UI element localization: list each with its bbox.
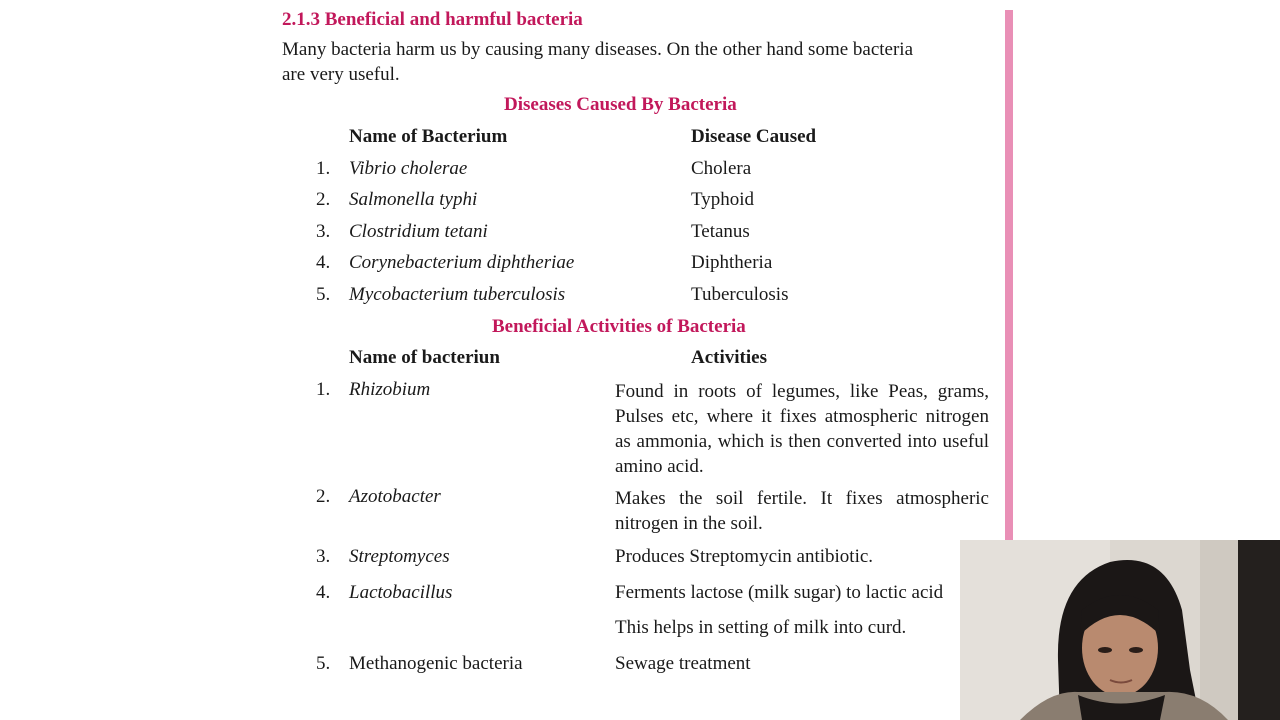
row-number: 5.	[316, 653, 331, 674]
diseases-col-name: Name of Bacterium	[349, 126, 508, 147]
row-number: 1.	[316, 379, 331, 400]
page-margin-rule	[1005, 10, 1013, 540]
beneficial-col-name: Name of bacteriun	[349, 347, 500, 368]
bacterium-name: Azotobacter	[349, 486, 441, 507]
row-number: 3.	[316, 546, 331, 567]
bacterium-name: Salmonella typhi	[349, 189, 478, 210]
section-title: 2.1.3 Beneficial and harmful bacteria	[282, 9, 583, 30]
activity-clip	[615, 582, 960, 607]
webcam-overlay	[960, 540, 1280, 720]
activity-text: Sewage treatment	[615, 653, 751, 674]
bacterium-name: Clostridium tetani	[349, 221, 488, 242]
disease-name: Tuberculosis	[691, 284, 789, 305]
activity-text: Ferments lactose (milk sugar) to lactic acid	[615, 582, 944, 603]
row-number: 2.	[316, 189, 331, 210]
bacterium-name: Methanogenic bacteria	[349, 653, 523, 674]
row-number: 3.	[316, 221, 331, 242]
disease-name: Diphtheria	[691, 252, 773, 273]
activity-text: Produces Streptomycin antibiotic.	[615, 546, 874, 567]
activity-text: Found in roots of legumes, like Peas, grams, Pulses etc, where it fixes atmospheric nitrogen as ammonia, which is then converted into useful amino acid.	[615, 381, 989, 477]
intro-line-1: Many bacteria harm us by causing many diseases. On the other hand some bacteria	[282, 39, 914, 60]
presenter-video	[960, 540, 1280, 720]
row-number: 1.	[316, 158, 331, 179]
beneficial-col-activities: Activities	[691, 347, 767, 368]
bacterium-name: Vibrio cholerae	[349, 158, 468, 179]
activity-text-line2: This helps in setting of milk into curd.	[615, 617, 907, 638]
diseases-heading: Diseases Caused By Bacteria	[504, 94, 737, 115]
diseases-col-disease: Disease Caused	[691, 126, 817, 147]
bacterium-name: Mycobacterium tuberculosis	[349, 284, 566, 305]
row-number: 5.	[316, 284, 331, 305]
bacterium-name: Corynebacterium diphtheriae	[349, 252, 575, 273]
beneficial-heading: Beneficial Activities of Bacteria	[492, 316, 746, 337]
bacterium-name: Streptomyces	[349, 546, 450, 567]
row-number: 4.	[316, 582, 331, 603]
row-number: 2.	[316, 486, 331, 507]
disease-name: Cholera	[691, 158, 752, 179]
activity-text: Makes the soil fertile. It fixes atmospheric nitrogen in the soil.	[615, 488, 989, 534]
bacterium-name: Lactobacillus	[349, 582, 453, 603]
row-number: 4.	[316, 252, 331, 273]
disease-name: Tetanus	[691, 221, 750, 242]
disease-name: Typhoid	[691, 189, 755, 210]
bacterium-name: Rhizobium	[349, 379, 431, 400]
intro-line-2: are very useful.	[282, 64, 400, 85]
